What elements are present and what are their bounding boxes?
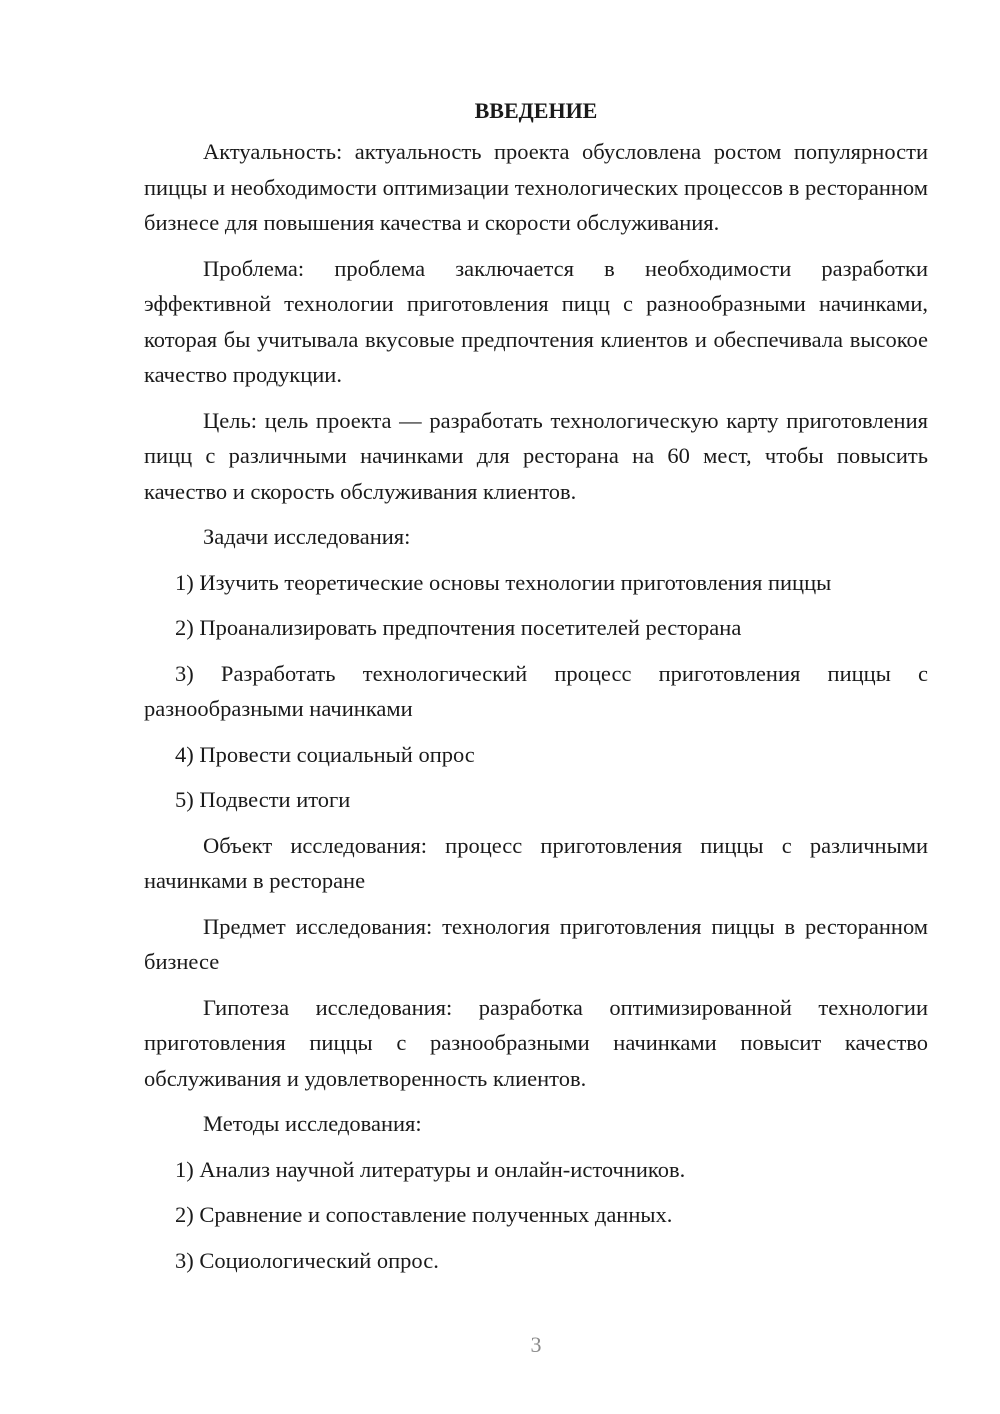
subject-paragraph: Предмет исследования: технология приготовления пиццы в ресторанном бизнесе (144, 913, 928, 974)
task-item-5: 5) Подвести итоги (175, 787, 351, 812)
task-item-1: 1) Изучить теоретические основы технологии приготовления пиццы (175, 569, 832, 595)
task-item-3: 3) Разработать технологический процесс приготовления пиццы с разнообразными начинками (144, 660, 928, 721)
method-item-1: 1) Анализ научной литературы и онлайн-источников. (175, 1156, 686, 1182)
method-item-3: 3) Социологический опрос. (175, 1247, 439, 1273)
tasks-title: Задачи исследования: (203, 524, 411, 549)
goal-paragraph: Цель: цель проекта — разработать технологическую карту приготовления пицц с различными начинками для ресторана на 60 мест, чтобы повысить качество и скорость обслуживания клиентов. (144, 407, 928, 504)
page-number: 3 (530, 1332, 542, 1357)
method-item-2: 2) Сравнение и сопоставление полученных данных. (175, 1202, 673, 1227)
task-item-4: 4) Провести социальный опрос (175, 741, 475, 767)
methods-title: Методы исследования: (203, 1111, 422, 1136)
document-page (144, 94, 928, 1288)
object-paragraph: Объект исследования: процесс приготовления пиццы с различными начинками в ресторане (144, 832, 928, 893)
page-title: ВВЕДЕНИЕ (474, 98, 598, 123)
task-item-2: 2) Проанализировать предпочтения посетителей ресторана (175, 615, 742, 640)
hypothesis-paragraph: Гипотеза исследования: разработка оптимизированной технологии приготовления пиццы с разнообразными начинками повысит качество обслуживания и удовлетворенность клиентов. (144, 994, 928, 1091)
problem-paragraph: Проблема: проблема заключается в необходимости разработки эффективной технологии приготовления пицц с разнообразными начинками, которая бы учитывала вкусовые предпочтения клиентов и обеспечивала высокое качество продукции. (144, 255, 928, 387)
relevance-paragraph: Актуальность: актуальность проекта обусловлена ростом популярности пиццы и необходимости оптимизации технологических процессов в ресторанном бизнесе для повышения качества и скорости обслуживания. (144, 139, 928, 235)
